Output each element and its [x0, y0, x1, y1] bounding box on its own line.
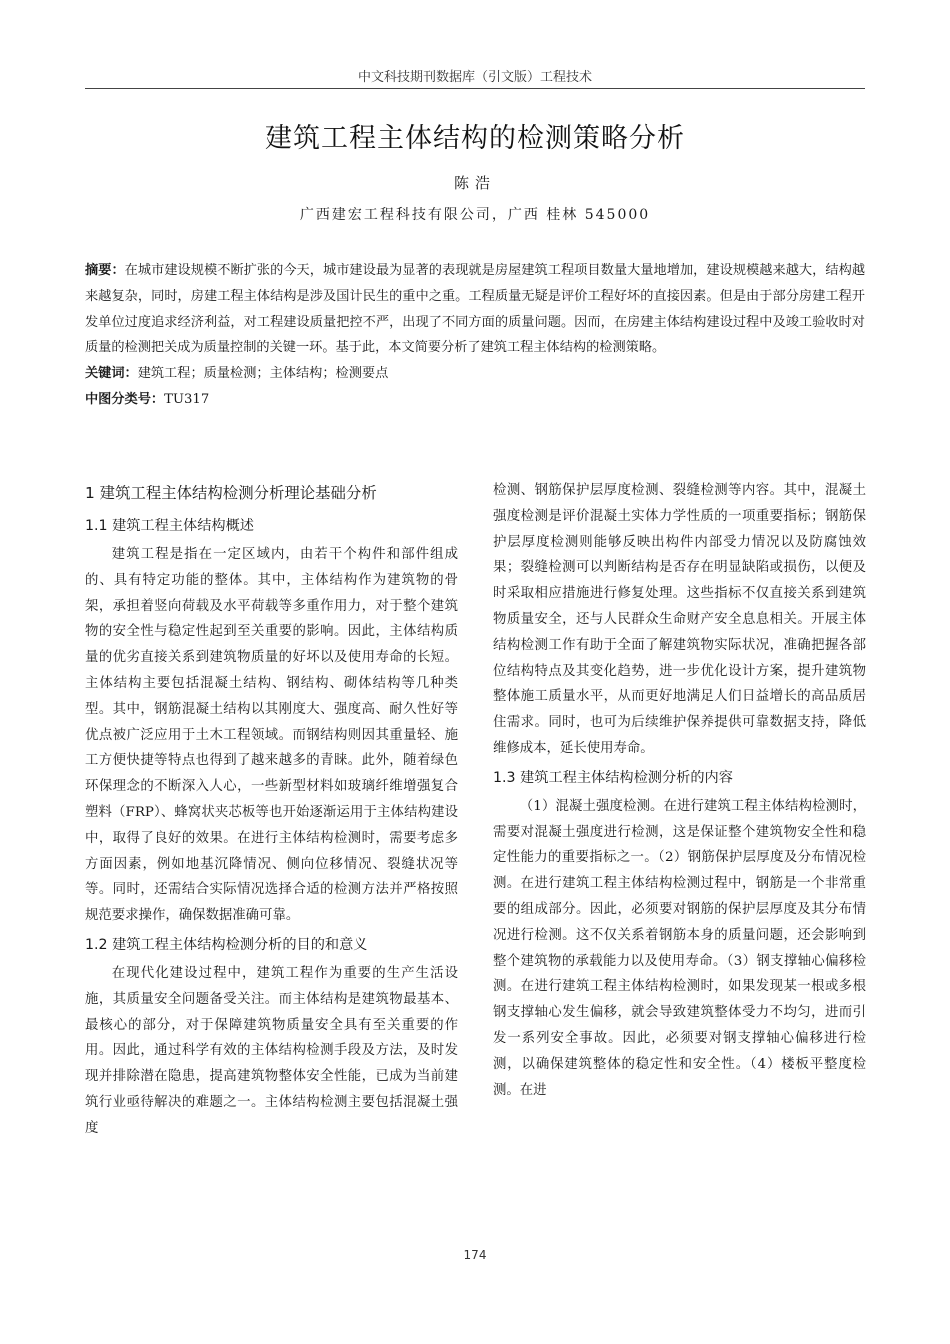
keywords-label: 关键词：: [85, 366, 138, 382]
section-1-3-heading: 1.3 建筑工程主体结构检测分析的内容: [493, 769, 733, 786]
abstract: [85, 258, 865, 361]
paper-title: 建筑工程主体结构的检测策略分析: [265, 123, 685, 154]
section-1-2-paragraph-part2: 检测、钢筋保护层厚度检测、裂缝检测等内容。其中，混凝土强度检测是评价混凝土实体力学性质的一项重要指标；钢筋保护层厚度检测则能够反映出构件内部受力情况以及防腐蚀效果；裂缝检测可以判断结构是否存在明显缺陷或损伤，以便及时采取相应措施进行修复处理。这些指标不仅直接关系到建筑物质量安全，还与人民群众生命财产安全息息相关。开展主体结构检测工作有助于全面了解建筑物实际状况，准确把握各部位结构特点及其变化趋势，进一步优化设计方案，提升建筑物整体施工质量水平，从而更好地满足人们日益增长的高品质居住需求。同时，也可为后续维护保养提供可靠数据支持，降低维修成本，延长使用寿命。: [493, 483, 866, 756]
section-1-1-paragraph: 建筑工程是指在一定区域内，由若干个构件和部件组成的、具有特定功能的整体。其中，主体结构作为建筑物的骨架，承担着竖向荷载及水平荷载等多重作用力，对于整个建筑物的安全性与稳定性起到至关重要的影响。因此，主体结构质量的优劣直接关系到建筑物质量的好坏以及使用寿命的长短。主体结构主要包括混凝土结构、钢结构、砌体结构等几种类型。其中，钢筋混凝土结构以其刚度大、强度高、耐久性好等优点被广泛应用于土木工程领域。而钢结构则因其重量轻、施工方便快捷等特点也得到了越来越多的青睐。此外，随着绿色环保理念的不断深入人心，一些新型材料如玻璃纤维增强复合塑料（FRP）、蜂窝状夹芯板等也开始逐渐运用于主体结构建设中，取得了良好的效果。在进行主体结构检测时，需要考虑多方面因素，例如地基沉降情况、侧向位移情况、裂缝状况等等。同时，还需结合实际情况选择合适的检测方法并严格按照规范要求操作，确保数据准确可靠。: [85, 547, 458, 924]
classification-label: 中图分类号：: [85, 391, 165, 407]
keywords-text: 建筑工程；质量检测；主体结构；检测要点: [137, 366, 389, 382]
left-column: [85, 478, 458, 1142]
abstract-label: 摘要：: [85, 263, 125, 278]
running-header: 中文科技期刊数据库（引文版）工程技术: [357, 70, 592, 85]
author-affiliation: 广西建宏工程科技有限公司，广西 桂林 545000: [299, 207, 651, 223]
section-1-3-paragraph: （1）混凝土强度检测。在进行建筑工程主体结构检测时，需要对混凝土强度进行检测，这是保证整个建筑物安全性和稳定性能力的重要指标之一。（2）钢筋保护层厚度及分布情况检测。在进行建筑工程主体结构检测过程中，钢筋是一个非常重要的组成部分。因此，必须要对钢筋的保护层厚度及其分布情况进行检测。这不仅关系着钢筋本身的质量问题，还会影响到整个建筑物的承载能力以及使用寿命。（3）钢支撑轴心偏移检测。在进行建筑工程主体结构检测时，如果发现某一根或多根钢支撑轴心发生偏移，就会导致建筑整体受力不均匀，进而引发一系列安全事故。因此，必须要对钢支撑轴心偏移进行检测，以确保建筑整体的稳定性和安全性。（4）楼板平整度检测。在进: [493, 798, 866, 1098]
abstract-text: 在城市建设规模不断扩张的今天，城市建设最为显著的表现就是房屋建筑工程项目数量大量地增加，建设规模越来越大，结构越来越复杂，同时，房建工程主体结构是涉及国计民生的重中之重。工程质量无疑是评价工程好坏的直接因素。但是由于部分房建工程开发单位过度追求经济利益，对工程建设质量把控不严，出现了不同方面的质量问题。因而，在房建主体结构建设过程中及竣工验收时对质量的检测把关成为质量控制的关键一环。基于此，本文简要分析了建筑工程主体结构的检测策略。: [85, 263, 866, 356]
keywords: [85, 361, 865, 387]
classification-text: TU317: [164, 391, 210, 407]
right-column: [493, 478, 866, 1103]
abstract-block: [85, 258, 865, 413]
header-rule: [85, 88, 865, 89]
section-1-2-heading: 1.2 建筑工程主体结构检测分析的目的和意义: [85, 936, 368, 953]
section-1-heading: 1 建筑工程主体结构检测分析理论基础分析: [85, 484, 377, 502]
section-1-2-paragraph-part1: 在现代化建设过程中，建筑工程作为重要的生产生活设施，其质量安全问题备受关注。而主体结构是建筑物最基本、最核心的部分，对于保障建筑物质量安全具有至关重要的作用。因此，通过科学有效的主体结构检测手段及方法，及时发现并排除潜在隐患，提高建筑物整体安全性能，已成为当前建筑行业亟待解决的难题之一。主体结构检测主要包括混凝土强度: [85, 965, 458, 1136]
author-name: 陈浩: [453, 174, 496, 192]
section-1-1-heading: 1.1 建筑工程主体结构概述: [85, 518, 254, 534]
page-number: 174: [463, 1248, 487, 1262]
classification: [85, 387, 865, 413]
